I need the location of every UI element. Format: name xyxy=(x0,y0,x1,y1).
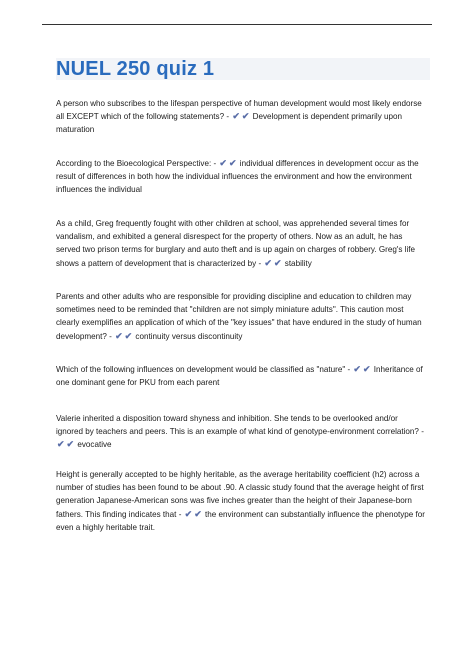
separator: - xyxy=(347,365,351,374)
check-icon: ✔ xyxy=(264,257,272,268)
separator: - xyxy=(258,258,262,268)
separator: - xyxy=(226,112,230,122)
check-icon: ✔ xyxy=(124,330,133,341)
answer-text: Development is dependent primarily upon maturation xyxy=(56,112,403,135)
check-icon: ✔ xyxy=(194,508,202,519)
question-text: Valerie inherited a disposition toward shyness and inhibition. She tends to be overlooked and/or ignored by teachers and peers. This is an example of what kind of genotype-environment correlation? xyxy=(56,414,419,437)
separator: - xyxy=(213,159,217,168)
qa-item-1 xyxy=(56,97,426,137)
question-text: According to the Bioecological Perspective: xyxy=(56,159,212,168)
check-icon: ✔ xyxy=(219,158,227,168)
check-icon: ✔ xyxy=(232,111,240,122)
qa-item-6 xyxy=(56,412,426,452)
question-text: A person who subscribes to the lifespan perspective of human development would most likely endorse all EXCEPT which of the following statements? xyxy=(56,99,422,122)
question-text: Height is generally accepted to be highly heritable, as the average heritability coefficient (h2) across a number of studies has been found to be about .90. A classic study found that the average height of first generation Japanese-American sons was five inches greater than the height of their Japanese-born fathers. This finding indicates that xyxy=(56,470,424,519)
answer-text: evocative xyxy=(77,440,112,450)
answer-text: individual differences in development occur as the result of differences in both how the individual influences the environment and how the environment influences the individual xyxy=(56,159,419,195)
qa-item-3 xyxy=(56,217,426,270)
qa-item-7 xyxy=(56,468,426,534)
check-icon: ✔ xyxy=(66,439,75,450)
qa-item-5 xyxy=(56,363,426,389)
check-icon: ✔ xyxy=(353,364,361,374)
check-icon: ✔ xyxy=(241,111,250,122)
answer-text: Inheritance of one dominant gene for PKU from each parent xyxy=(56,365,423,388)
page-title: NUEL 250 quiz 1 xyxy=(56,58,215,80)
separator: - xyxy=(178,509,182,519)
qa-item-4 xyxy=(56,290,426,343)
check-icon: ✔ xyxy=(273,257,282,268)
separator: - xyxy=(109,331,112,341)
check-icon: ✔ xyxy=(228,158,237,168)
answer-text: continuity versus discontinuity xyxy=(135,331,243,341)
check-icon: ✔ xyxy=(115,330,123,341)
qa-item-2 xyxy=(56,157,426,197)
question-text: Parents and other adults who are responsible for providing discipline and education to children may sometimes need to be reminded that "children are not simply miniature adults". This caution most clearly exemplifies an application of which of the "key issues" that have endured in the study of human development? xyxy=(56,292,422,341)
question-text: Which of the following influences on development would be classified as "nature" xyxy=(56,365,346,374)
answer-text: stability xyxy=(284,258,312,268)
check-icon: ✔ xyxy=(362,364,371,374)
separator: - xyxy=(421,427,424,437)
top-rule xyxy=(42,24,432,25)
check-icon: ✔ xyxy=(57,439,65,450)
answer-text: the environment can substantially influence the phenotype for even a highly heritable trait. xyxy=(56,509,426,532)
question-text: As a child, Greg frequently fought with other children at school, was apprehended several times for vandalism, and exhibited a general disrespect for the property of others. Now as an adult, he has served two prison terms for burglary and auto theft and is up again on charges of robbery. Greg's life shows a pattern of development that is characterized by xyxy=(56,219,416,268)
check-icon: ✔ xyxy=(184,508,193,519)
